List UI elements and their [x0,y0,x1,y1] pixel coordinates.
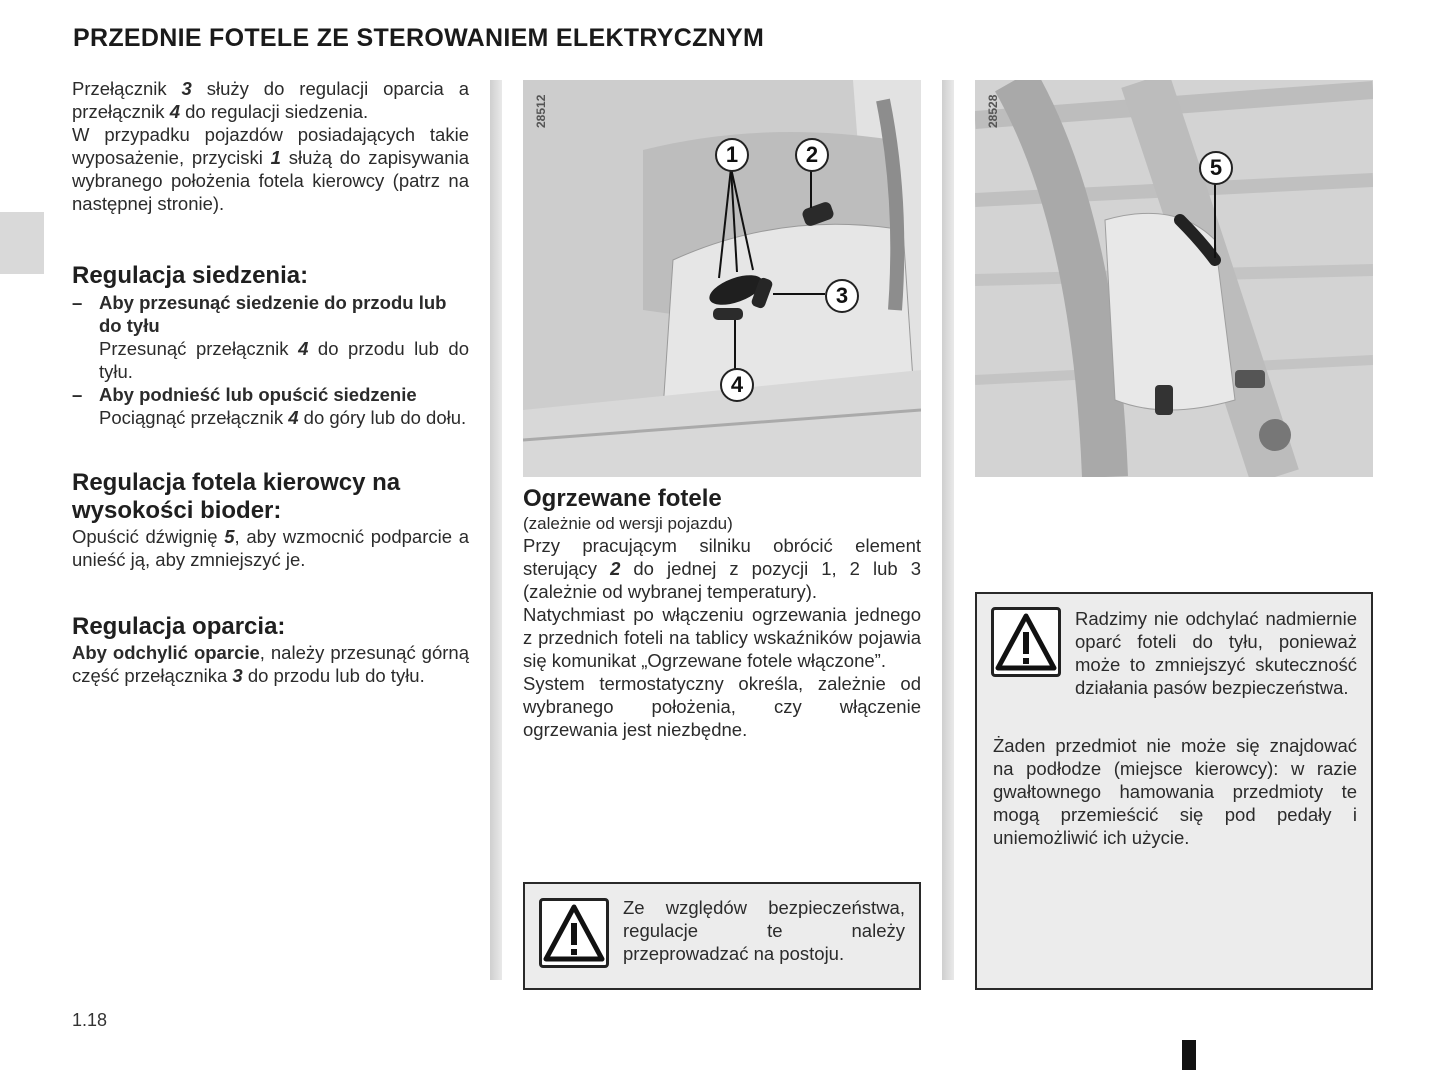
lumbar-heading: Regulacja fotela kierowcy na wysokości bioder: [72,469,401,524]
heated-seats-note: (zależnie od wersji pojazdu) [523,514,733,533]
warning-text-right-p2: Żaden przedmiot nie może się znajdować na podłodze (miejsce kierowcy): w razie gwałtownego hamowania przedmioty te mogą przemieścić się pod pedały i uniemożliwić ich użycie. [993,735,1357,848]
column-divider-2 [942,80,954,980]
lumbar-lever-illustration [975,80,1373,477]
callout-2: 2 [795,138,829,172]
heated-seats-heading: Ogrzewane fotele [523,485,722,512]
callout-1: 1 [715,138,749,172]
left-column [72,77,469,687]
lumbar-paragraph: Opuścić dźwignię 5, aby wzmocnić podparcie a unieść ją, aby zmniejszyć je. [72,526,469,570]
seat-item-1: – Aby przesunąć siedzenie do przodu lub do tyłu Przesunąć przełącznik 4 do przodu lub do tyłu. [72,291,469,383]
heated-seats-p2: Natychmiast po włączeniu ogrzewania jednego z przednich foteli na tablicy wskaźników pojawia się komunikat „Ogrzewane fotele włączone”. [523,604,921,671]
warning-icon [539,898,609,968]
page-number: 1.18 [72,1010,108,1030]
warning-box-right [975,592,1373,990]
callout-4: 4 [720,368,754,402]
page-title: PRZEDNIE FOTELE ZE STEROWANIEM ELEKTRYCZNYM [73,24,765,52]
seat-controls-figure [523,80,921,477]
callout-3: 3 [825,279,859,313]
middle-column [523,485,921,741]
seat-controls-illustration [523,80,921,477]
warning-text-middle: Ze względów bezpieczeństwa, regulacje te należy przeprowadzać na postoju. [623,897,905,964]
warning-text-right-p1: Radzimy nie odchylać nadmiernie oparć foteli do tyłu, ponieważ może to zmniejszyć skuteczność działania pasów bezpieczeństwa. [1075,608,1357,698]
backrest-heading: Regulacja oparcia: [72,613,286,640]
heated-seats-p3: System termostatyczny określa, zależnie od wybranego położenia, czy włączenie ogrzewania jest niezbędne. [523,673,921,740]
seat-item-2: – Aby podnieść lub opuścić siedzenie Pociągnąć przełącznik 4 do góry lub do dołu. [72,383,469,429]
chapter-tab [0,212,44,274]
seat-heading: Regulacja siedzenia: [72,262,309,289]
heated-seats-p1: Przy pracującym silniku obrócić element sterujący 2 do jednej z pozycji 1, 2 lub 3 (zależnie od wybranej temperatury). [523,535,921,602]
warning-box-middle [523,882,921,990]
figure-code: 28528 [986,94,1000,128]
backrest-paragraph: Aby odchylić oparcie, należy przesunąć górną część przełącznika 3 do przodu lub do tyłu. [72,642,469,686]
intro-paragraph: Przełącznik 3 służy do regulacji oparcia a przełącznik 4 do regulacji siedzenia. W przypadku pojazdów posiadających takie wyposażenie, przyciski 1 służą do zapisywania wybranego położenia fotela kierowcy (patrz na następnej stronie). [72,78,469,214]
lumbar-lever-figure [975,80,1373,477]
column-divider-1 [490,80,502,980]
page-marker [1182,1040,1196,1070]
figure-code: 28512 [534,94,548,128]
callout-5: 5 [1199,151,1233,185]
